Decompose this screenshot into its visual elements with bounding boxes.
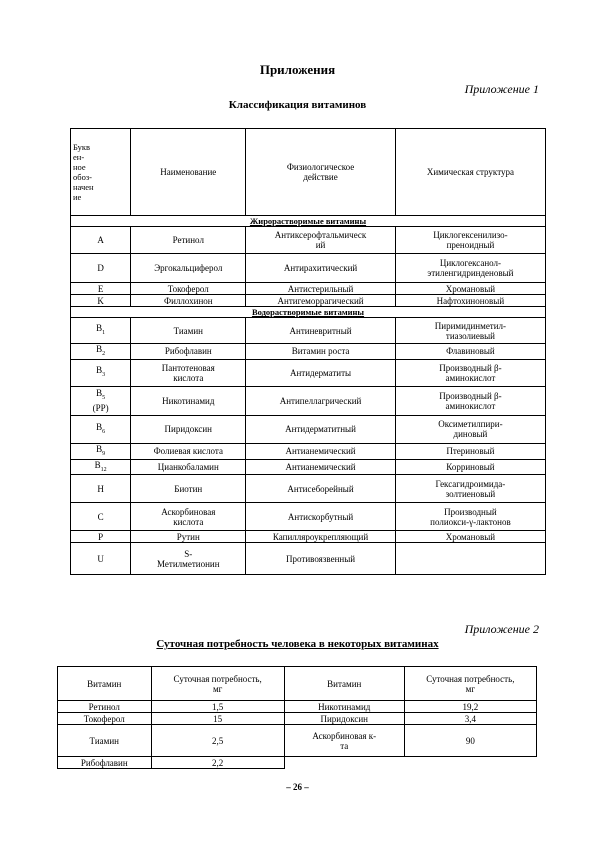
vitamin-action: Антидерматиты [246,359,396,386]
vitamin-name-2: Аскорбиновая к- та [284,725,404,757]
vitamin-action: Противоязвенный [246,543,396,575]
header-action: Физиологическое действие [246,129,396,216]
vitamin-action: Антианемический [246,443,396,459]
vitamin-name: Рибофлавин [131,344,246,360]
vitamin-letter: K [71,295,131,307]
vitamin-name: Цианкобаламин [131,459,246,475]
table-row [71,503,546,531]
vitamin-name: Фолиевая кислота [131,443,246,459]
vitamin-action: Антипеллагрический [246,386,396,415]
vitamin-letter [71,443,131,459]
table-row [58,701,537,713]
table-header-row [58,667,537,701]
vitamin-action: Витамин роста [246,344,396,360]
vitamin-letter [71,531,131,543]
section-label: Жирорастворимые витамины [71,216,546,227]
header-vitamin: Витамин [58,667,152,701]
header-need-2: Суточная потребность, мг [404,667,536,701]
header-structure: Химическая структура [395,129,545,216]
letter-main: B [96,421,103,432]
table-row [71,344,546,360]
daily-requirement-table [57,666,537,769]
page-number: – 26 – [286,782,309,792]
vitamin-structure [395,543,545,575]
table-row [71,475,546,503]
vitamin-name: S- Метилметионин [131,543,246,575]
header-need: Суточная потребность, мг [151,667,284,701]
table-row [71,543,546,575]
vitamin-structure: Корриновый [395,459,545,475]
letter-main: B [94,459,101,470]
vitamin-structure: Нафтохиноновый [395,295,545,307]
letter-main: B [96,388,103,399]
letter-main: B [96,443,103,454]
table-row [71,386,546,415]
table-row [71,359,546,386]
table-row [58,713,537,725]
vitamin-letter: E [71,283,131,295]
vitamin-name: Токоферол [131,283,246,295]
vitamin-letter [71,459,131,475]
section-label: Водорастворимые витамины [71,307,546,318]
vitamin-structure: Циклогексенилизо- преноидный [395,227,545,254]
vitamin-action: Капилляроукрепляющий [246,531,396,543]
vitamin-letter [71,386,131,415]
vitamin-action: Антирахитический [246,254,396,283]
vitamin-letter [71,475,131,503]
table-row-last [58,757,537,769]
letter-main: U [97,553,104,564]
vitamin-action: Антиневритный [246,318,396,344]
daily-need: 2,2 [151,757,284,769]
vitamin-structure: Гексагидроимида- золтиеновый [395,475,545,503]
table-row [71,295,546,307]
table-row [58,725,537,757]
daily-need: 15 [151,713,284,725]
table-row [71,531,546,543]
vitamin-structure: Оксиметилпири- диновый [395,415,545,443]
vitamin-name: Рибофлавин [58,757,152,769]
vitamin-name: Филлохинон [131,295,246,307]
letter-subscript: 12 [100,466,107,473]
appendix-1-label: Приложение 1 [464,82,539,96]
letter-main: B [96,344,103,354]
header-name: Наименование [131,129,246,216]
letter-subscript: 9 [102,450,106,457]
vitamin-letter [71,415,131,443]
vitamin-letter: A [71,227,131,254]
table-row [71,283,546,295]
daily-need-2: 19,2 [404,701,536,713]
vitamin-structure: Производный β- аминокислот [395,359,545,386]
appendix-2-label: Приложение 2 [464,622,539,636]
letter-subscript: 5 [102,395,106,402]
vitamin-name: Ретинол [131,227,246,254]
vitamin-name-2: Пиридоксин [284,713,404,725]
header-vitamin-2: Витамин [284,667,404,701]
daily-need: 1,5 [151,701,284,713]
vitamin-letter [71,344,131,360]
table-row [71,443,546,459]
vitamin-name: Токоферол [58,713,152,725]
vitamin-name: Пиридоксин [131,415,246,443]
letter-main: P [98,531,104,542]
letter-subscript: 1 [102,329,106,336]
letter-subscript: 3 [102,372,106,379]
vitamin-structure: Хромановый [395,283,545,295]
page-heading: Приложения [259,62,336,77]
letter-subscript: 6 [102,428,106,435]
vitamin-structure: Птериновый [395,443,545,459]
vitamin-action: Антистерильный [246,283,396,295]
table-header-row [71,129,546,216]
letter-main: C [97,511,104,522]
vitamin-name: Тиамин [58,725,152,757]
vitamin-structure: Хромановый [395,531,545,543]
table-row [71,415,546,443]
vitamin-name: Эргокальциферол [131,254,246,283]
vitamin-name: Биотин [131,475,246,503]
letter-subscript: 2 [102,350,106,357]
vitamin-structure: Пиримидинметил- тиазолиевый [395,318,545,344]
daily-need: 2,5 [151,725,284,757]
vitamin-action: Антискорбутный [246,503,396,531]
vitamin-name-2: Никотинамид [284,701,404,713]
appendix-1-title: Классификация витаминов [228,99,367,111]
letter-alias: (PP) [92,403,109,414]
vitamin-name: Аскорбиновая кислота [131,503,246,531]
letter-main: B [96,365,103,376]
vitamin-action: Антигеморрагический [246,295,396,307]
letter-main: H [97,483,104,494]
vitamin-name: Рутин [131,531,246,543]
section-row-water-soluble [71,307,546,318]
vitamin-classification-table [70,128,546,575]
vitamin-action: Антиксерофтальмическ ий [246,227,396,254]
vitamin-structure: Производный полиокси-γ-лактонов [395,503,545,531]
daily-need-2: 90 [404,725,536,757]
vitamin-letter [71,543,131,575]
vitamin-structure: Флавиновый [395,344,545,360]
vitamin-letter [71,318,131,344]
vitamin-name: Тиамин [131,318,246,344]
vitamin-structure: Циклогексанол- этиленгидринденовый [395,254,545,283]
vitamin-name: Пантотеновая кислота [131,359,246,386]
vitamin-action: Антисеборейный [246,475,396,503]
vitamin-action: Антианемический [246,459,396,475]
vitamin-letter [71,503,131,531]
vitamin-name: Никотинамид [131,386,246,415]
vitamin-letter: D [71,254,131,283]
letter-main: B [96,323,103,334]
section-row-fat-soluble [71,216,546,227]
appendix-2-title: Суточная потребность человека в некоторых витаминах [156,638,439,650]
vitamin-structure: Производный β- аминокислот [395,386,545,415]
table-row [71,318,546,344]
vitamin-name: Ретинол [58,701,152,713]
table-row [71,459,546,475]
table-row [71,227,546,254]
vitamin-action: Антидерматитный [246,415,396,443]
empty-cell [284,757,536,769]
vitamin-letter [71,359,131,386]
daily-need-2: 3,4 [404,713,536,725]
table-row [71,254,546,283]
header-letter: Букв ен- ное обоз- начен ие [71,129,131,216]
